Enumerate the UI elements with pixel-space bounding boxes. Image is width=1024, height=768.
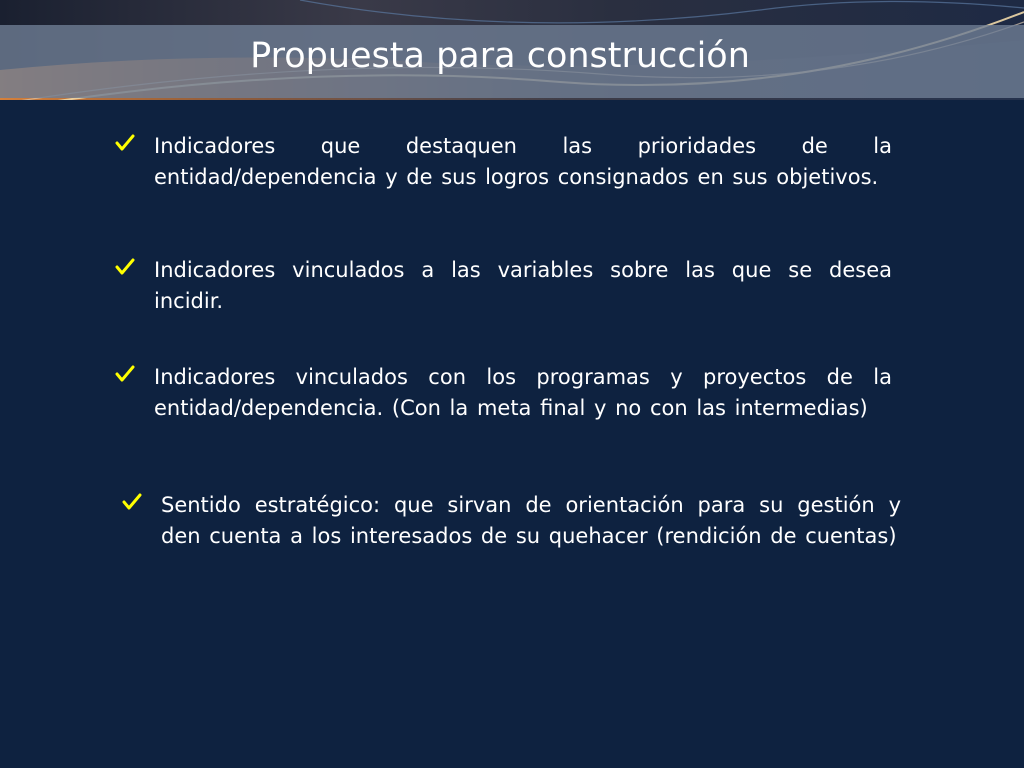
- checkmark-icon: [114, 132, 136, 154]
- bullet-text: Indicadores vinculados a las variables sobre las que se desea incidir.: [154, 258, 892, 313]
- checkmark-icon: [114, 256, 136, 278]
- checkmark-icon: [121, 491, 143, 513]
- bullet-text: Indicadores vinculados con los programas y proyectos de la entidad/dependencia. (Con la meta final y no con las intermedias): [154, 365, 892, 420]
- checkmark-icon: [114, 363, 136, 385]
- bullet-item: [114, 362, 892, 424]
- bullet-item: [121, 490, 901, 552]
- bullet-item: [114, 131, 892, 193]
- slide-title: Propuesta para construcción: [250, 36, 750, 76]
- bullet-text: Indicadores que destaquen las prioridades de la entidad/dependencia y de sus logros consignados en sus objetivos.: [154, 134, 892, 189]
- bullet-item: [114, 255, 892, 317]
- bullet-text: Sentido estratégico: que sirvan de orientación para su gestión y den cuenta a los interesados de su quehacer (rendición de cuentas): [161, 493, 901, 548]
